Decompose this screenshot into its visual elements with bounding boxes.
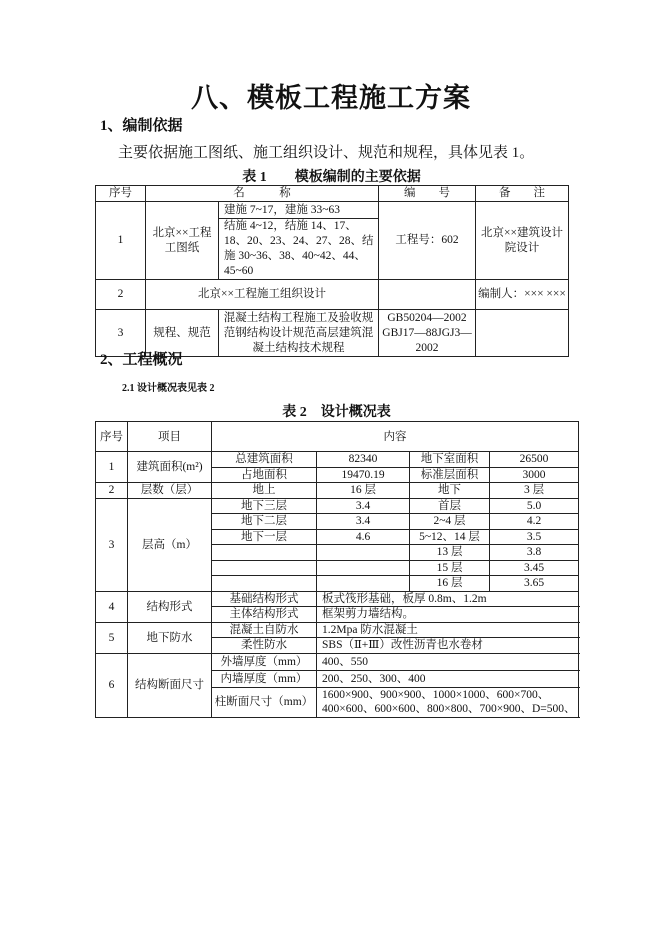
cell: GB50204—2002 GBJ17—88JGJ3—2002 [379,310,476,357]
header-cell: 序号 [96,422,128,452]
table-row [96,653,579,670]
cell: 16 层 [317,483,410,499]
table-row [96,452,579,468]
cell: 地下 [410,483,490,499]
table-1 [95,185,569,357]
header-cell: 名 称 [146,186,379,202]
table-row [96,498,579,514]
cell: 框架剪力墙结构。 [317,607,579,623]
cell: 板式筏形基础，板厚 0.8m、1.2m [317,591,579,607]
table-row [96,622,579,638]
table-row [96,483,579,499]
table-row [96,591,579,607]
cell: 首层 [410,498,490,514]
cell: 北京××建筑设计院设计 [476,202,569,280]
cell: 标准层面积 [410,467,490,483]
cell: 200、250、300、400 [317,670,579,687]
cell: 结构断面尺寸 [128,653,212,717]
header-cell: 项目 [128,422,212,452]
cell: 3.45 [490,560,579,576]
cell: 3.4 [317,514,410,530]
cell: 北京××工程工图纸 [146,202,219,280]
cell: 3 层 [490,483,579,499]
cell: 3 [96,498,128,591]
cell: 3.8 [490,545,579,561]
cell: 建筑面积(m²) [128,452,212,483]
cell: 2~4 层 [410,514,490,530]
cell: 工程号：602 [379,202,476,280]
cell: 柔性防水 [212,638,317,654]
cell: 4.6 [317,529,410,545]
cell: 3.4 [317,498,410,514]
cell: 基础结构形式 [212,591,317,607]
cell: 2 [96,483,128,499]
cell: 16 层 [410,576,490,592]
cell: 4 [96,591,128,622]
cell: 400、550 [317,653,579,670]
cell: 4.2 [490,514,579,530]
cell: 1600×900、900×900、1000×1000、600×700、400×600、600×600、800×800、700×900、D=500、 [317,687,579,717]
cell: 82340 [317,452,410,468]
cell: 2 [96,280,146,310]
cell: 总建筑面积 [212,452,317,468]
cell: 地下防水 [128,622,212,653]
cell: 3 [96,310,146,357]
cell [476,310,569,357]
cell: 编制人：××× ××× [476,280,569,310]
cell: 5 [96,622,128,653]
cell: 主体结构形式 [212,607,317,623]
cell: 结构形式 [128,591,212,622]
table-1-caption: 表 1 模板编制的主要依据 [242,170,421,185]
header-cell: 备 注 [476,186,569,202]
cell: 19470.19 [317,467,410,483]
section-1-paragraph: 主要依据施工图纸、施工组织设计、规范和规程，具体见表 1。 [118,145,535,161]
cell: 1 [96,452,128,483]
cell: 5~12、14 层 [410,529,490,545]
cell: 6 [96,653,128,717]
cell: 地下室面积 [410,452,490,468]
cell [317,545,410,561]
cell: 柱断面尺寸（mm） [212,687,317,717]
section-1-heading: 1、编制依据 [100,118,183,134]
header-cell: 内容 [212,422,579,452]
cell: SBS（Ⅱ+Ⅲ）改性沥青也水卷材 [317,638,579,654]
cell: 3.65 [490,576,579,592]
section-2-1-heading: 2.1 设计概况表见表 2 [122,383,215,394]
cell: 占地面积 [212,467,317,483]
cell: 地下三层 [212,498,317,514]
cell: 混凝土自防水 [212,622,317,638]
cell: 结施 4~12，结施 14、17、18、20、23、24、27、28、结施 30~36、38、40~42、44、45~60 [219,219,379,280]
cell [317,560,410,576]
cell: 地上 [212,483,317,499]
cell: 层高（m） [128,498,212,591]
page-title: 八、模板工程施工方案 [191,83,471,113]
cell: 3.5 [490,529,579,545]
cell: 3000 [490,467,579,483]
cell: 北京××工程施工组织设计 [146,280,379,310]
cell: 外墙厚度（mm） [212,653,317,670]
cell: 5.0 [490,498,579,514]
cell: 13 层 [410,545,490,561]
table-2 [95,421,579,718]
cell: 1 [96,202,146,280]
cell: 地下一层 [212,529,317,545]
cell [212,560,317,576]
section-2-heading: 2、工程概况 [100,352,183,368]
cell: 层数（层） [128,483,212,499]
cell: 地下二层 [212,514,317,530]
header-cell: 序号 [96,186,146,202]
cell: 15 层 [410,560,490,576]
cell: 混凝土结构工程施工及验收规范钢结构设计规范高层建筑混凝土结构技术规程 [219,310,379,357]
cell: 1.2Mpa 防水混凝土 [317,622,579,638]
header-cell: 编 号 [379,186,476,202]
cell: 26500 [490,452,579,468]
cell [212,545,317,561]
table-2-caption: 表 2 设计概况表 [282,405,391,420]
cell [212,576,317,592]
cell: 建施 7~17，建施 33~63 [219,202,379,219]
cell: 内墙厚度（mm） [212,670,317,687]
cell [317,576,410,592]
cell: 规程、规范 [146,310,219,357]
cell [379,280,476,310]
